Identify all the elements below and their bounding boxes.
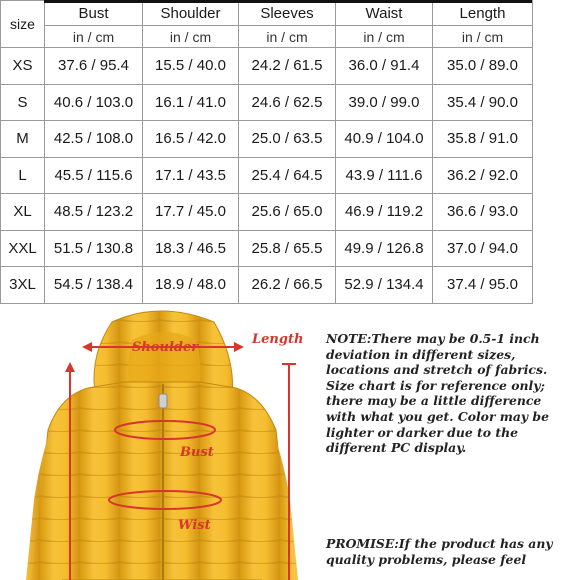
- shoulder-label: Shoulder: [132, 340, 199, 355]
- size-label: XXL: [1, 230, 45, 267]
- column-header-sleeves: Sleeves: [239, 1, 336, 26]
- measurement-illustration: [0, 300, 580, 580]
- waist-cell: 43.9 / 111.6: [336, 157, 433, 194]
- sleeves-cell: 25.4 / 64.5: [239, 157, 336, 194]
- table-row: [1, 84, 533, 121]
- promise-text: PROMISE:If the product has any quality problems, please feel: [326, 536, 553, 567]
- length-label: Length: [252, 332, 304, 347]
- shoulder-cell: 17.7 / 45.0: [143, 194, 239, 231]
- table-row: [1, 267, 533, 304]
- size-label: XL: [1, 194, 45, 231]
- table-header-row: [1, 1, 533, 26]
- table-row: [1, 230, 533, 267]
- shoulder-cell: 16.1 / 41.0: [143, 84, 239, 121]
- table-units-row: [1, 26, 533, 48]
- unit-label: in / cm: [433, 26, 533, 48]
- table-row: [1, 157, 533, 194]
- waist-cell: 49.9 / 126.8: [336, 230, 433, 267]
- size-note-text: NOTE:There may be 0.5-1 inch deviation in different sizes, locations and stretch of fabrics. Size chart is for reference only; there may be a little difference with what you get. Color may be lighter or darker due to the different PC display.: [326, 331, 549, 456]
- shoulder-cell: 17.1 / 43.5: [143, 157, 239, 194]
- length-cell: 36.2 / 92.0: [433, 157, 533, 194]
- sleeves-cell: 25.6 / 65.0: [239, 194, 336, 231]
- unit-label: in / cm: [336, 26, 433, 48]
- bust-cell: 45.5 / 115.6: [45, 157, 143, 194]
- table-row: [1, 48, 533, 85]
- sleeves-cell: 26.2 / 66.5: [239, 267, 336, 304]
- size-label: M: [1, 121, 45, 158]
- bust-cell: 37.6 / 95.4: [45, 48, 143, 85]
- bust-cell: 54.5 / 138.4: [45, 267, 143, 304]
- shoulder-cell: 15.5 / 40.0: [143, 48, 239, 85]
- length-cell: 36.6 / 93.0: [433, 194, 533, 231]
- size-chart-table: [0, 0, 532, 300]
- column-header-bust: Bust: [45, 1, 143, 26]
- size-label: XS: [1, 48, 45, 85]
- size-label: 3XL: [1, 267, 45, 304]
- bust-cell: 48.5 / 123.2: [45, 194, 143, 231]
- unit-label: in / cm: [45, 26, 143, 48]
- size-label: S: [1, 84, 45, 121]
- size-label: L: [1, 157, 45, 194]
- waist-cell: 52.9 / 134.4: [336, 267, 433, 304]
- sleeves-cell: 25.0 / 63.5: [239, 121, 336, 158]
- length-cell: 37.0 / 94.0: [433, 230, 533, 267]
- table-row: [1, 121, 533, 158]
- bust-cell: 40.6 / 103.0: [45, 84, 143, 121]
- length-cell: 37.4 / 95.0: [433, 267, 533, 304]
- sleeves-cell: 24.2 / 61.5: [239, 48, 336, 85]
- shoulder-cell: 18.9 / 48.0: [143, 267, 239, 304]
- bust-cell: 42.5 / 108.0: [45, 121, 143, 158]
- table-top-border: [44, 0, 532, 3]
- shoulder-cell: 16.5 / 42.0: [143, 121, 239, 158]
- column-header-shoulder: Shoulder: [143, 1, 239, 26]
- waist-cell: 40.9 / 104.0: [336, 121, 433, 158]
- unit-label: in / cm: [143, 26, 239, 48]
- column-header-waist: Waist: [336, 1, 433, 26]
- length-cell: 35.0 / 89.0: [433, 48, 533, 85]
- shoulder-cell: 18.3 / 46.5: [143, 230, 239, 267]
- waist-label: Wist: [178, 518, 211, 533]
- size-column-header: size: [1, 1, 45, 48]
- column-header-length: Length: [433, 1, 533, 26]
- waist-cell: 46.9 / 119.2: [336, 194, 433, 231]
- bust-cell: 51.5 / 130.8: [45, 230, 143, 267]
- sleeves-cell: 25.8 / 65.5: [239, 230, 336, 267]
- sleeves-cell: 24.6 / 62.5: [239, 84, 336, 121]
- unit-label: in / cm: [239, 26, 336, 48]
- waist-cell: 39.0 / 99.0: [336, 84, 433, 121]
- table-row: [1, 194, 533, 231]
- bust-label: Bust: [180, 445, 214, 460]
- waist-cell: 36.0 / 91.4: [336, 48, 433, 85]
- length-cell: 35.4 / 90.0: [433, 84, 533, 121]
- size-table: [0, 0, 533, 304]
- length-cell: 35.8 / 91.0: [433, 121, 533, 158]
